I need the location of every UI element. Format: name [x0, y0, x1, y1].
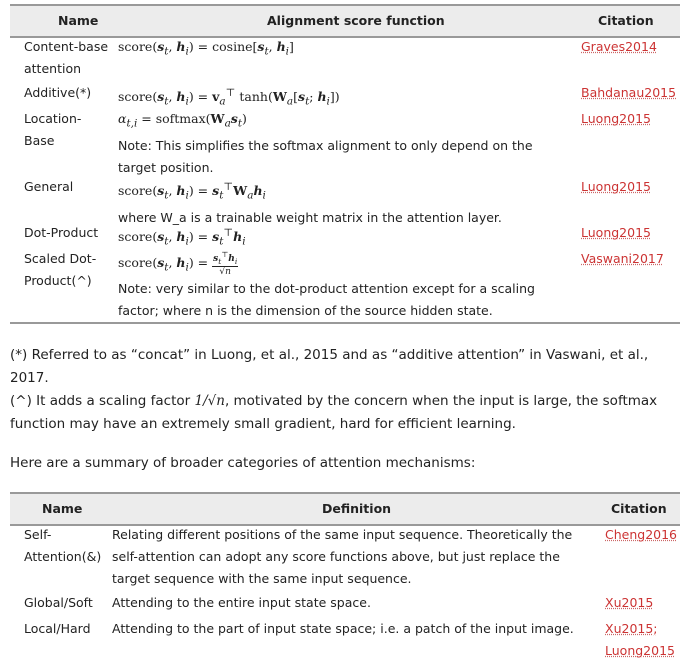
scaling-factor: 1/√n: [194, 393, 225, 409]
row-name: Location-: [24, 111, 82, 126]
formula: $score(s_t$, $h_i) = v_a^⊤$ $\tanh(W_a[s_t$; $h_i$]): [118, 87, 340, 108]
col-header-function: Alignment score function: [267, 13, 445, 28]
attention-categories-table: [10, 492, 680, 658]
col-header-citation: Citation: [611, 501, 667, 516]
row-note: Note: This simplifies the softmax alignment to only depend on the target position.: [118, 137, 533, 175]
row-definition: Attending to the part of input state space; i.e. a patch of the input image.: [112, 621, 574, 636]
row-name: General: [24, 179, 74, 194]
col-header-name: Name: [42, 501, 83, 516]
citation-link[interactable]: Graves2014: [581, 39, 657, 54]
row-note: Note: very similar to the dot-product attention except for a scaling factor; where n is the dimension of the source hidden state.: [118, 281, 535, 318]
citation-link[interactable]: Luong2015: [605, 643, 675, 658]
citation-link[interactable]: Luong2015: [581, 111, 651, 126]
row-name: Additive(*): [24, 85, 92, 100]
col-header-definition: Definition: [322, 501, 392, 516]
table-bottom-rule: [10, 322, 680, 324]
row-definition: Attending to the entire input state space.: [112, 595, 371, 610]
row-name: Attention(&): [24, 549, 102, 564]
col-header-citation: Citation: [598, 13, 654, 28]
row-definition: Relating different positions of the same input sequence. Theoretically the self-attention can adopt any score functions above, but just replace the target sequence with the same input sequence.: [112, 527, 573, 586]
row-name: Base: [24, 133, 55, 148]
footnote-star: (*) Referred to as “concat” in Luong, et al., 2015 and as “additive attention” in Vaswani, et al., 2017.: [10, 347, 649, 386]
col-header-name: Name: [58, 13, 99, 28]
formula: $score(s_t$, $h_i) = cosine[s_t$, $h_i$]: [118, 39, 294, 58]
formula: $score(s_t$, $h_i) = s_t^⊤W_ah_i$: [118, 181, 266, 202]
footnote-caret: (^) It adds a scaling factor 1/√n, motivated by the concern when the input is large, the softmax function may have an extremely small gradient, hard for efficient learning.: [10, 393, 658, 432]
formula: $score(s_t$, $h_i) = s_t^⊤h_i$: [118, 227, 246, 248]
row-name: Dot-Product: [24, 225, 99, 240]
row-name: Local/Hard: [24, 621, 91, 636]
citation-link[interactable]: Cheng2016: [605, 527, 678, 542]
citation-link[interactable]: Xu2015: [605, 595, 654, 610]
row-name: Scaled Dot-: [24, 251, 97, 266]
formula: $score(s_t$, $h_i$) = $\frac{s_t^⊤h_i}{√n}$: [118, 249, 238, 278]
citation-link[interactable]: Luong2015: [581, 225, 651, 240]
table-header: [10, 492, 680, 526]
citation-link[interactable]: Luong2015: [581, 179, 651, 194]
citation-link[interactable]: Vaswani2017: [581, 251, 664, 266]
summary-text: Here are a summary of broader categories of attention mechanisms:: [10, 455, 476, 471]
citation-link[interactable]: Xu2015;: [605, 621, 658, 636]
row-name: Global/Soft: [24, 595, 93, 610]
row-name: Product(^): [24, 273, 92, 288]
row-name: attention: [24, 61, 82, 76]
table-header: [10, 4, 680, 38]
formula: $\alpha_{t,i}$ = $softmax(W_as_t)$: [118, 111, 247, 130]
row-name: Content-base: [24, 39, 109, 54]
row-name: Self-: [24, 527, 52, 542]
row-note: where W_a is a trainable weight matrix in the attention layer.: [118, 209, 502, 225]
citation-link[interactable]: Bahdanau2015: [581, 85, 677, 100]
alignment-score-table: [10, 4, 680, 318]
